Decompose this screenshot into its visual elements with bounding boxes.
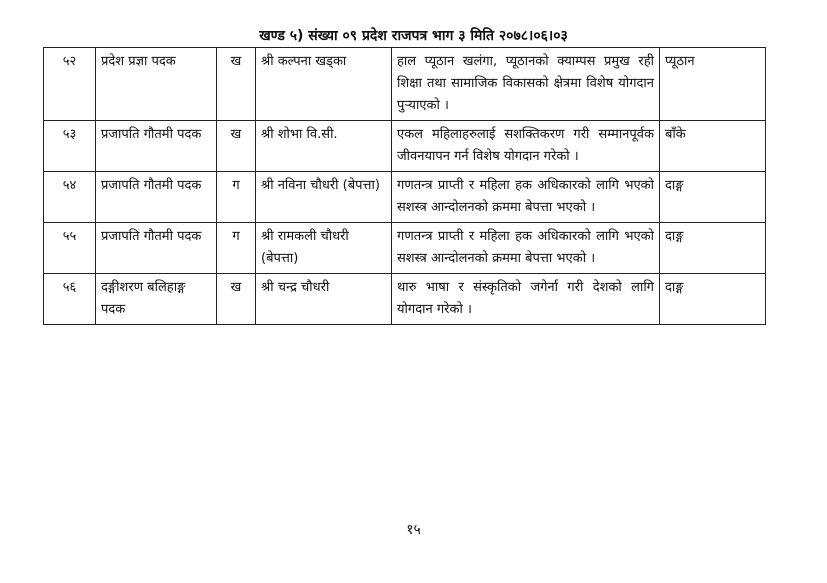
medal-name: प्रजापति गौतमी पदक [96,172,217,223]
serial-number: ५२ [44,48,96,121]
medal-class: ग [217,172,256,223]
table-row [44,48,766,121]
recipient-name: श्री चन्द्र चौधरी [256,274,392,325]
awards-table [43,47,766,325]
district: दाङ्ग [660,274,766,325]
recipient-name: श्री कल्पना खड्का [256,48,392,121]
district: बाँके [660,121,766,172]
contribution-text: गणतन्त्र प्राप्ती र महिला हक अधिकारको लागि भएको सशस्त्र आन्दोलनको क्रममा बेपत्ता भएको । [392,223,660,274]
recipient-name: श्री रामकली चौधरी (बेपत्ता) [256,223,392,274]
medal-name: प्रजापति गौतमी पदक [96,121,217,172]
serial-number: ५४ [44,172,96,223]
serial-number: ५३ [44,121,96,172]
district: दाङ्ग [660,223,766,274]
medal-class: ख [217,48,256,121]
recipient-name: श्री नविना चौधरी (बेपत्ता) [256,172,392,223]
medal-class: ग [217,223,256,274]
table-row [44,274,766,325]
recipient-name: श्री शोभा वि.सी. [256,121,392,172]
medal-name: प्रजापति गौतमी पदक [96,223,217,274]
contribution-text: एकल महिलाहरुलाई सशक्तिकरण गरी सम्मानपूर्वक जीवनयापन गर्न विशेष योगदान गरेको । [392,121,660,172]
medal-name: दङ्गीशरण बलिहाङ्ग पदक [96,274,217,325]
table-row [44,223,766,274]
page-header: खण्ड ५) संख्या ०९ प्रदेश राजपत्र भाग ३ मिति २०७८।०६।०३ [259,28,568,44]
table-row [44,121,766,172]
medal-class: ख [217,121,256,172]
table-row [44,172,766,223]
district: प्यूठान [660,48,766,121]
district: दाङ्ग [660,172,766,223]
medal-class: ख [217,274,256,325]
serial-number: ५५ [44,223,96,274]
contribution-text: हाल प्यूठान खलंगा, प्यूठानको क्याम्पस प्रमुख रही शिक्षा तथा सामाजिक विकासको क्षेत्रमा विशेष योगदान पुर्‍याएको । [392,48,660,121]
page-number: १५ [406,522,421,538]
medal-name: प्रदेश प्रज्ञा पदक [96,48,217,121]
contribution-text: थारु भाषा र संस्कृतिको जगेर्ना गरी देशको लागि योगदान गरेको । [392,274,660,325]
serial-number: ५६ [44,274,96,325]
contribution-text: गणतन्त्र प्राप्ती र महिला हक अधिकारको लागि भएको सशस्त्र आन्दोलनको क्रममा बेपत्ता भएको । [392,172,660,223]
